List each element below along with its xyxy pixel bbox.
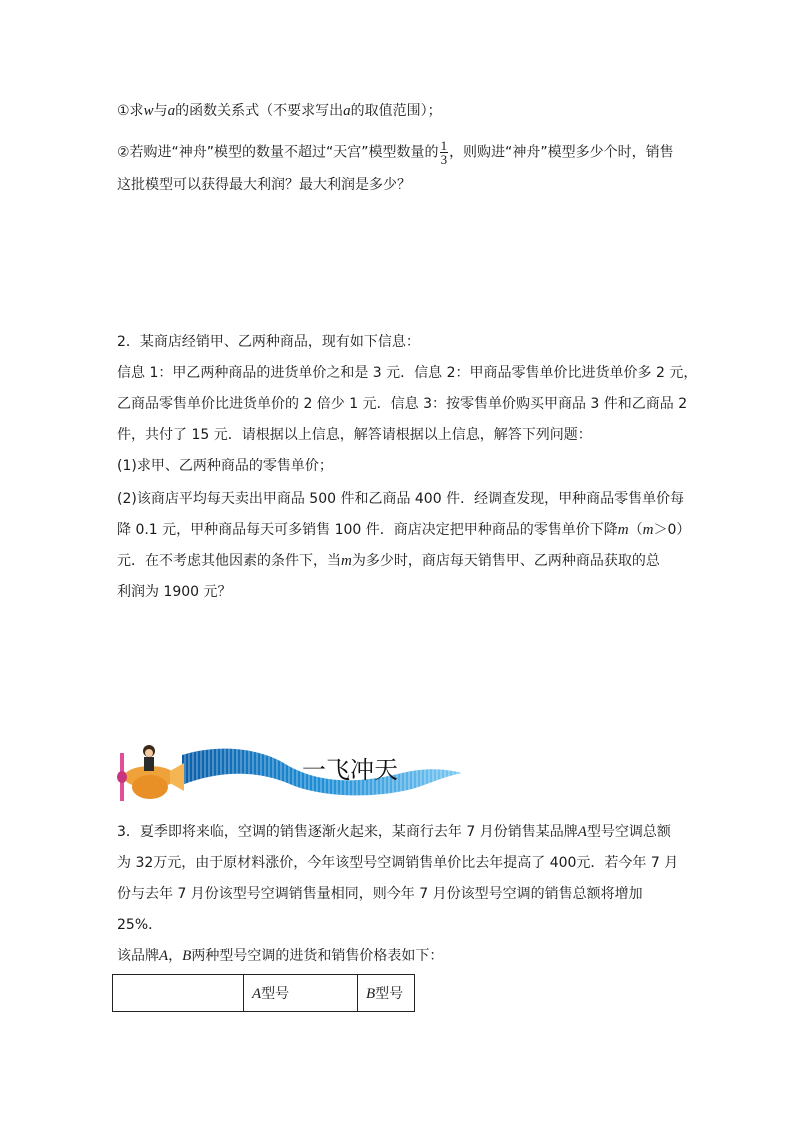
q3-line3: 份与去年 7 月份该型号空调销售量相同，则今年 7 月份该型号空调的销售总额将增加 bbox=[117, 886, 643, 902]
price-table bbox=[112, 974, 415, 1012]
q3-line2: 为 32万元，由于原材料涨价，今年该型号空调销售单价比去年提高了 400元．若今年 7 月 bbox=[117, 855, 679, 871]
q2-sub1: (1)求甲、乙两种商品的零售单价； bbox=[117, 458, 333, 474]
q2-sub2-cont1: 降 0.1 元，甲种商品每天可多销售 100 件．商店决定把甲种商品的零售单价下降m（m＞0） bbox=[117, 522, 691, 538]
q2-intro: 2．某商店经销甲、乙两种商品，现有如下信息： bbox=[117, 334, 420, 350]
q3-line1: 3．夏季即将来临，空调的销售逐渐火起来，某商行去年 7 月份销售某品牌A型号空调总额 bbox=[117, 824, 671, 840]
table-header-a: A型号 bbox=[244, 975, 358, 1012]
plane-icon bbox=[117, 745, 184, 801]
banner-title: 一飞冲天 bbox=[302, 756, 398, 784]
table-cell-empty bbox=[113, 975, 244, 1012]
var-B: B bbox=[182, 948, 192, 964]
section-banner bbox=[112, 735, 467, 805]
q2-sub2-cont3: 利润为 1900 元？ bbox=[117, 584, 232, 600]
var-a: a bbox=[343, 103, 351, 119]
var-w: w bbox=[143, 103, 154, 119]
fraction-one-third: $\frac{1}{3}$ bbox=[440, 138, 448, 167]
q2-sub2: (2)该商店平均每天卖出甲商品 500 件和乙商品 400 件．经调查发现，甲种商品零售单价每 bbox=[117, 491, 685, 507]
q3-line4: 25%． bbox=[117, 917, 163, 933]
q1-part2: ②若购进“神舟”模型的数量不超过“天宫”模型数量的 $\frac{1}{3}$ ，则购进“神舟”模型多少个时，销售 bbox=[117, 138, 674, 167]
q1-part1: ①求w与a的函数关系式（不要求写出a的取值范围）； bbox=[117, 103, 442, 119]
q2-info1: 信息 1：甲乙两种商品的进货单价之和是 3 元．信息 2：甲商品零售单价比进货单价多 2 元， bbox=[117, 365, 698, 381]
var-m: m bbox=[642, 522, 654, 538]
q2-info2: 乙商品零售单价比进货单价的 2 倍少 1 元．信息 3：按零售单价购买甲商品 3 件和乙商品 2 bbox=[117, 396, 688, 412]
var-m: m bbox=[617, 522, 629, 538]
table-header-b: B型号 bbox=[358, 975, 415, 1012]
var-A: A bbox=[159, 948, 169, 964]
var-A: A bbox=[577, 824, 587, 840]
q2-sub2-cont2: 元．在不考虑其他因素的条件下，当m为多少时，商店每天销售甲、乙两种商品获取的总 bbox=[117, 553, 660, 569]
table-row bbox=[113, 975, 415, 1012]
q3-line5: 该品牌A，B两种型号空调的进货和销售价格表如下： bbox=[117, 948, 444, 964]
var-m: m bbox=[341, 553, 352, 569]
q2-info3: 件，共付了 15 元．请根据以上信息，解答请根据以上信息，解答下列问题： bbox=[117, 427, 592, 443]
var-a: a bbox=[167, 103, 176, 119]
q1-part2-cont: 这批模型可以获得最大利润？最大利润是多少？ bbox=[117, 177, 411, 193]
